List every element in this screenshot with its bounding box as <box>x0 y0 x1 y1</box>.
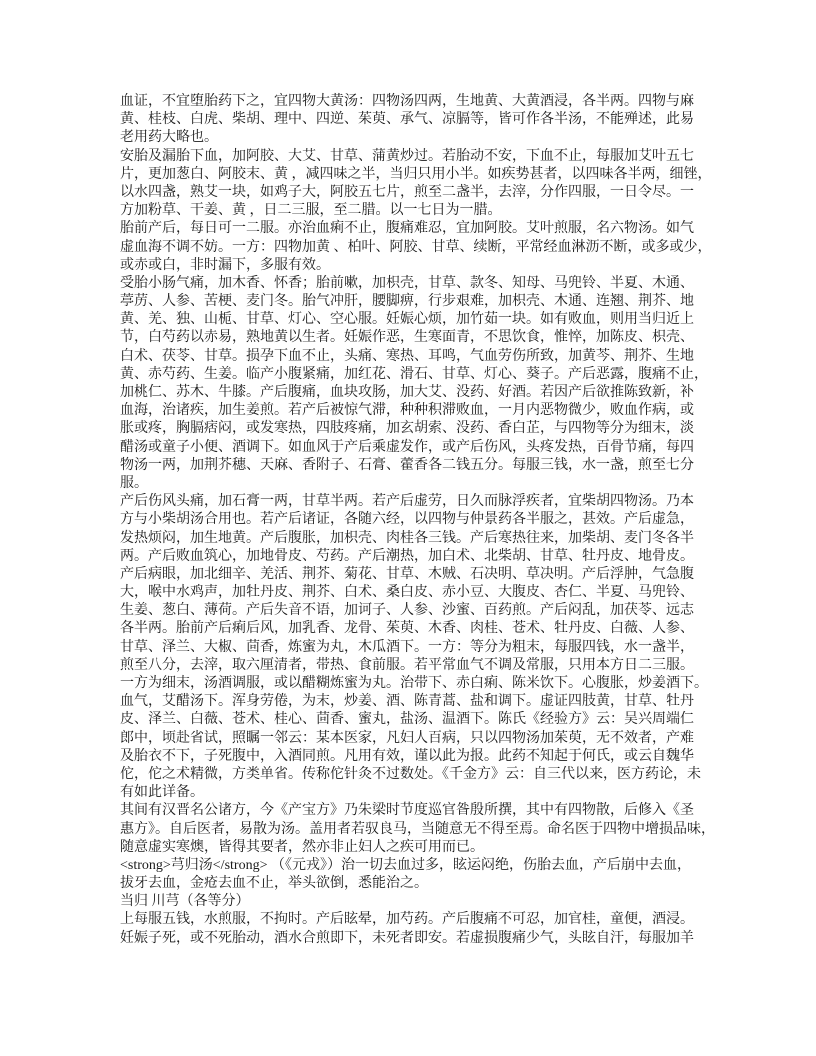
paragraph <box>120 148 712 221</box>
text-line: 产后伤风头痛，加石膏一两，甘草半两。若产后虚劳，日久而脉浮疾者，宜柴胡四物汤。乃本 <box>120 494 694 510</box>
text-line: 血证，不宜堕胎药下之，宜四物大黄汤：四物汤四两，生地黄、大黄酒浸，各半两。四物与麻 <box>120 94 694 109</box>
text-line: 当归 川芎（各等分） <box>120 894 250 910</box>
text-line: 黄、羌、独、山栀、甘草、灯心、空心服。妊娠心烦，加竹茹一块。如有败血，则用当归近上 <box>120 312 694 328</box>
text-line: 及胎衣不下，子死腹中，入酒同煎。凡用有效，谨以此为报。此药不知起于何氏，或云自魏华 <box>120 748 694 764</box>
text-line: 节，白芍药以赤易，熟地黄以生者。妊娠作恶，生寒面青，不思饮食，惟悴，加陈皮、枳壳、 <box>120 330 694 346</box>
text-line: 各半两。胎前产后痢后风，加乳香、龙骨、茱萸、木香、肉桂、苍术、牡丹皮、白薇、人参、 <box>120 621 694 637</box>
text-line: 其间有汉晋名公诸方，今《产宝方》乃朱梁时节度巡官昝殷所撰，其中有四物散，后修入《圣 <box>120 803 694 819</box>
text-line: 上每服五钱，水煎服，不拘时。产后眩晕，加芍药。产后腹痛不可忍，加官桂，童便，酒浸。 <box>120 912 694 928</box>
text-line: 郎中，顷赴省试，照瞩一邻云：某本医家，凡妇人百病，只以四物汤加茱萸，无不效者，产难 <box>120 730 694 746</box>
text-line: 惠方》。自后医者，易散为汤。盖用者若驭良马，当随意无不得至焉。命名医于四物中增损品味， <box>120 821 715 837</box>
paragraph <box>120 493 706 802</box>
text-line: 有如此详备。 <box>120 785 204 801</box>
paragraph <box>120 911 706 947</box>
text-line: 以水四盏，熟艾一块，如鸡子大，阿胶五七片，煎至二盏半，去滓，分作四服，一日令尽。一 <box>120 184 694 200</box>
text-line: 随意虚实寒燠，皆得其要者，然亦非止妇人之疾可用而已。 <box>120 839 484 855</box>
text-line: 妊娠子死，或不死胎动，酒水合煎即下，未死者即安。若虚损腹痛少气，头眩自汗，每服加羊 <box>120 930 694 946</box>
text-line: 胀或疼，胸膈痞闷，或发寒热，四肢疼痛，加玄胡索、没药、香白芷，与四物等分为细末，淡 <box>120 421 694 437</box>
text-line: 血海，治诸疾，加生姜煎。若产后被惊气滞，种种积滞败血，一月内恶物微少，败血作病，或 <box>120 403 694 419</box>
paragraph <box>120 857 706 893</box>
text-line: 虚血海不调不妨。一方：四物加黄 、柏叶、阿胶、甘草、续断，平常经血淋沥不断，或多或少， <box>120 239 712 255</box>
text-line: 拔牙去血，金疮去血不止，举头欲倒，悉能治之。 <box>120 876 428 892</box>
text-line: 或赤或白，非时漏下，多服有效。 <box>120 257 330 273</box>
text-line: 皮、泽兰、白薇、苍术、桂心、茴香、蜜丸，盐汤、温酒下。陈氏《经验方》云：吴兴周端仁 <box>120 712 694 728</box>
text-line: 加桃仁、苏木、牛膝。产后腹痛，血块攻肠，加大艾、没药、好酒。若因产后欲推陈致新，补 <box>120 385 694 400</box>
text-line: 白术、茯苓、甘草。损孕下血不止，头痛、寒热、耳鸣，气血劳伤所致，加黄芩、荆芥、生地 <box>120 348 694 364</box>
text-line: 片，更加葱白、阿胶末、黄 ，减四味之半，当归只用小半。如疾势甚者，以四味各半两，细锉， <box>120 166 712 182</box>
text-line: 安胎及漏胎下血，加阿胶、大艾、甘草、蒲黄炒过。若胎动不安，下血不止，每服加艾叶五七 <box>120 148 694 164</box>
text-line: 受胎小肠气痛，加木香、怀香；胎前嗽，加枳壳，甘草、款冬、知母、马兜铃、半夏、木通、 <box>120 275 694 291</box>
paragraph <box>120 93 706 148</box>
text-line: 大，喉中水鸡声，加牡丹皮、荆芥、白术、桑白皮、赤小豆、大腹皮、杏仁、半夏、马兜铃、 <box>120 585 694 601</box>
paragraph <box>120 802 715 857</box>
text-line: 胎前产后，每日可一二服。亦治血痢不止，腹痛难忍，宜加阿胶。艾叶煎服，名六物汤。如气 <box>120 221 694 237</box>
text-line: 生姜、葱白、薄荷。产后失音不语，加诃子、人参、沙蜜、百药煎。产后闷乱，加茯苓、远志 <box>120 603 694 619</box>
text-line: 方加粉草、干姜、黄 ，日二三服，至二腊。以一七日为一腊。 <box>120 203 502 219</box>
text-line: 物汤一两，加荆芥穗、天麻、香附子、石膏、藿香各二钱五分。每服三钱，水一盏，煎至七分 <box>120 457 694 473</box>
text-line: 煎至八分，去滓，取六厘清者，带热、食前服。若平常血气不调及常服，只用本方日二三服。 <box>120 657 694 673</box>
text-line: 老用药大略也。 <box>120 130 218 146</box>
text-line: 醋汤或童子小便、酒调下。如血风于产后乘虚发作，或产后伤风，头疼发热，百骨节痛，每四 <box>120 439 694 455</box>
paragraph <box>120 893 706 911</box>
text-line: 葶苈、人参、苦梗、麦门冬。胎气冲肝，腰脚痹，行步艰难，加枳壳、木通、连翘、荆芥、地 <box>120 294 694 310</box>
text-line: 一方为细末，汤酒调服，或以醋糊炼蜜为丸。治带下、赤白痢、陈米饮下。心腹胀，炒姜酒下。 <box>120 676 708 691</box>
text-line: 方与小柴胡汤合用也。若产后诸证，各随六经，以四物与仲景药各半服之，甚效。产后虚急， <box>120 512 694 528</box>
document-body <box>120 93 715 948</box>
text-line: 甘草、泽兰、大椒、茴香，炼蜜为丸，木瓜酒下。一方：等分为粗末，每服四钱，水一盏半， <box>120 639 694 655</box>
text-line: 服。 <box>120 475 148 491</box>
text-line: 发热烦闷，加生地黄。产后腹胀，加枳壳、肉桂各三钱。产后寒热往来，加柴胡、麦门冬各半 <box>120 530 694 546</box>
text-line: 产后病眼，加北细辛、羌活、荆芥、菊花、甘草、木贼、石决明、草决明。产后浮肿，气急腹 <box>120 566 694 582</box>
text-line: 佗，佗之术精微，方类单省。传称佗针灸不过数处。《千金方》云：自三代以来，医方药论，未 <box>120 766 701 782</box>
paragraph <box>120 275 706 493</box>
paragraph <box>120 220 712 275</box>
text-line: 黄、桂枝、白虎、柴胡、理中、四逆、茱萸、承气、凉膈等，皆可作各半汤，不能殚述，此易 <box>120 112 694 128</box>
text-line: 两。产后败血筑心，加地骨皮、芍药。产后潮热，加白术、北柴胡、甘草、牡丹皮、地骨皮。 <box>120 548 694 564</box>
text-line: 血气，艾醋汤下。浑身劳倦，为末，炒姜、酒、陈青蒿、盐和调下。虚证四肢黄，甘草、牡丹 <box>120 694 694 710</box>
text-line: <strong>芎归汤</strong> （《元戎》）治一切去血过多，眩运闷绝，伤胎去血，产后崩中去血， <box>120 857 691 873</box>
text-line: 黄、赤芍药、生姜。临产小腹紧痛，加红花、滑石、甘草、灯心、葵子。产后恶露，腹痛不止， <box>120 366 708 382</box>
